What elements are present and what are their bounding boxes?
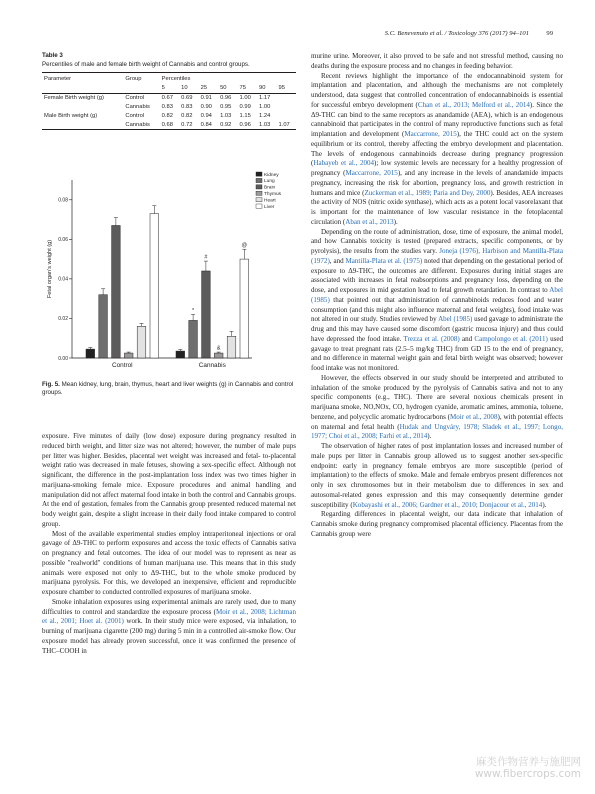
table-cell: 0.68 — [161, 121, 173, 128]
bar-liver — [240, 259, 249, 358]
citation-link[interactable]: Moir et al., 2008 — [450, 412, 498, 421]
watermark-line: www.fibercrops.com — [474, 768, 581, 780]
y-tick-label: 0.08 — [58, 197, 68, 204]
table-cell: 0.92 — [220, 121, 232, 128]
table-header-row — [42, 73, 296, 84]
header-parameter: Parameter — [44, 76, 72, 83]
legend-swatch — [256, 198, 262, 202]
significance-marker: @ — [241, 242, 248, 249]
percentile-header: 25 — [199, 84, 218, 93]
row-parameter — [42, 103, 123, 112]
citation-link[interactable]: Aban et al., 2013 — [345, 217, 394, 226]
paragraph: Depending on the route of administration, dose, time of exposure, the animal model, and how Cannabis toxicity is tested (prepared extracts, specific components, or by pyrolysis), the results from the studies vary. Joneja (1976), Harbison and Mantilla-Plata (1972), and Mantilla-Plata et al. (1975) noted that depending on the gestational period of exposure to Δ9-THC, the outcomes are different. Exposures during initial stages are associated with increases in fetal reabsorptions and pregnancy loss, depending on the dose, and exposures in mid gestation lead to fetal growth retardation. In contrast to Abel (1985) that pointed out that administration of cannabinoids reduces food and water consumption (and this might also influence maternal and fetal weights), food intake was not altered in our study. Studies reviewed by Abel (1985) used gavage to administrate the drug and this may have caused some discomfort (gastric mucosa injury) and thus could have depressed the food intake. Trezza et al. (2008) and Campolongo et al. (2011) used gavage to treat pregnant rats (2.5–5 mg/kg THC) from GD 15 to the end of pregnancy, and no difference in maternal weight gain and fetal birth weight was observed; however food intake was not monitored. — [311, 227, 564, 372]
table-cell: 0.83 — [181, 104, 193, 111]
table-cell: 1.24 — [259, 113, 271, 119]
table-cell: 1.03 — [220, 113, 232, 119]
citation-link[interactable]: Mantilla-Plata et al. (1975) — [345, 256, 423, 265]
percentile-header: 10 — [179, 84, 198, 93]
legend-label: Thymus — [264, 192, 282, 197]
header-percentiles: Percentiles — [161, 76, 191, 83]
citation-link[interactable]: Trezza et al. (2008) — [403, 334, 460, 343]
figure-caption — [42, 381, 296, 397]
citation-link[interactable]: Chan et al., 2013; Melford et al., 2014 — [417, 100, 530, 109]
table-3 — [42, 52, 296, 130]
table-cell — [276, 112, 296, 121]
table-cell: 0.84 — [200, 121, 212, 128]
percentile-header: 95 — [276, 84, 296, 93]
significance-marker: * — [192, 307, 195, 314]
table-cell — [276, 93, 296, 102]
row-group: Control — [125, 113, 145, 119]
bar-kidney — [86, 349, 95, 358]
table-cell: 0.82 — [161, 113, 173, 119]
bar-lung — [189, 320, 198, 358]
citation-link[interactable]: Kobayashi et al., 2006; Gardner et al., 2010; Donjacour et al., 2014 — [352, 500, 543, 509]
row-group: Cannabis — [125, 121, 150, 128]
row-parameter: Female Birth weight (g) — [44, 95, 104, 102]
table-title: Percentiles of male and female birth weight of Cannabis and control groups. — [42, 61, 250, 68]
table-cell: 0.96 — [220, 95, 232, 102]
legend-swatch — [256, 172, 262, 176]
bar-thymus — [214, 353, 223, 358]
figure-label: Fig. 5. — [42, 381, 60, 388]
paragraph: The observation of higher rates of post implantation losses and increased number of male pups per litter in Cannabis group allowed us to suggest another sex-specific endpoint: early in pregnancy female embryos are more susceptible (period of implantation) to the effects of smoke. Male and female embryos present differences not only in sex chromosomes but in their metabolism due to differences in sex and autosomal-related genes expression and this may consequently determine gender susceptibility (Kobayashi et al., 2006; Gardner et al., 2010; Donjacour et al., 2014). — [311, 442, 563, 509]
table-cell: 0.95 — [220, 104, 232, 111]
table-row — [42, 120, 296, 129]
y-tick-label: 0.00 — [58, 355, 68, 362]
table-cell: 0.69 — [181, 95, 193, 102]
table-cell — [276, 103, 296, 112]
legend-swatch — [256, 204, 262, 208]
citation-link[interactable]: Abel (1985) — [438, 315, 473, 324]
paragraph: However, the effects observed in our study should be interpreted and attributed to inhalation of the smoke produced by the pyrolysis of Cannabis sativa and not to any specific components (e.g., THC). There are several noxious chemicals present in marijuana smoke, NO,NOx, CO, hydrogen cyanide, aromatic amines, ammonia, toluene, benzene, and polycyclic aromatic hydrocarbons (Moir et al., 2008), with potential effects on maternal and fetal health (Hudak and Ungváry, 1978; Sladek et al., 1997; Longo, 1977; Choi et al., 2008; Farhi et al., 2014). — [311, 373, 564, 441]
table-cell: 0.82 — [181, 113, 193, 119]
legend-label: Brain — [264, 185, 276, 191]
legend-swatch — [256, 178, 262, 182]
bar-chart — [42, 168, 304, 380]
bar-lung — [99, 295, 108, 358]
table-cell: 1.17 — [259, 95, 271, 102]
citation-link[interactable]: Campolongo et al. (2011) — [474, 334, 548, 343]
header-group: Group — [125, 76, 142, 83]
citation-link[interactable]: Maccarrone, 2015 — [404, 130, 457, 138]
paragraph: murine urine. Moreover, it also proved to be safe and not stressful method, causing no deaths during the exposure process and no changes in feeding behavior. — [311, 52, 563, 70]
table-cell: 1.15 — [239, 113, 251, 119]
bar-brain — [202, 271, 211, 358]
citation-link[interactable]: Joneja (1976), Harbison and Mantilla-Plata (1972) — [311, 247, 564, 265]
paragraph: exposure. Five minutes of daily (low dose) exposure during pregnancy resulted in reduced birth weight, and litter size was not altered; however, the number of male pups per litter was higher. Besides, placental wet weight was increased and fetal- to-placental weight ratio was decreased in male fetuses, showing a sex-specific effect. Although not significant, the difference in the post-implantation loss index was two times higher in marijuana-smoking female mice. Exposure procedures and animal handling and manipulation did not affect maternal food intake in both the control and Cannabis groups. At the end of gestation, females from the Cannabis group presented reduced maternal net body weight gain, despite a slight increase in their daily food intake compared to control group. — [42, 432, 296, 528]
row-parameter: Male Birth weight (g) — [44, 113, 98, 119]
y-tick-label: 0.02 — [58, 316, 68, 323]
citation-link[interactable]: Maccarrone, 2015 — [345, 169, 398, 177]
table-cell: 1.07 — [278, 121, 290, 128]
citation-link[interactable]: Hudak and Ungváry, 1978; Sladek et al., 1997; Longo, 1977; Choi et al., 2008; Farhi et al., 2014 — [311, 422, 563, 441]
percentile-header: 90 — [257, 84, 276, 93]
citation-link[interactable]: Abel (1985) — [311, 286, 563, 304]
legend-label: Heart — [264, 198, 276, 204]
x-category-label: Control — [111, 362, 133, 369]
row-group: Cannabis — [125, 104, 150, 111]
percentile-header: 75 — [238, 84, 257, 93]
right-column-text — [311, 52, 563, 540]
x-category-label: Cannabis — [198, 362, 226, 369]
table-subheader-row — [42, 84, 296, 93]
bar-heart — [137, 326, 146, 358]
figure-caption-text: Mean kidney, lung, brain, thymus, heart and liver weights (g) in Cannabis and control groups. — [42, 381, 294, 397]
percentile-header: 50 — [218, 84, 237, 93]
table-cell: 0.83 — [161, 104, 173, 111]
legend-swatch — [256, 191, 262, 195]
significance-marker: & — [216, 345, 221, 352]
y-axis-title: Fetal organ's weight (g) — [47, 239, 53, 299]
citation-link[interactable]: Moir et al., 2008; Lichtman et al., 2001; Hoet al. (2001) — [42, 607, 296, 626]
table-row — [42, 112, 296, 121]
table-label: Table 3 — [42, 52, 63, 59]
figure-5-chart — [42, 168, 304, 380]
row-parameter — [42, 120, 123, 129]
legend-label: Kidney — [264, 172, 279, 178]
bar-heart — [227, 336, 236, 358]
bar-kidney — [176, 351, 185, 358]
table-cell: 0.91 — [200, 95, 212, 102]
legend-label: Lung — [264, 179, 275, 185]
y-tick-label: 0.04 — [58, 276, 68, 283]
table-cell: 0.96 — [239, 121, 251, 128]
citation-link[interactable]: Zuckerman et al., 1989; Paria and Dey, 2000 — [364, 188, 491, 197]
paragraph: Recent reviews highlight the importance of the endocannabinoid system for implantation and placentation, and although the mechanisms are not completely understood, data suggest that controlled concentration of endocannabinoids is essential for successful embryo development (Chan et al., 2013; Melford et al., 2014). Since the Δ9-THC can bind to the same receptors as anandamide (AEA), which is an endogenous cannabinoid that participates in the control of many reproductive functions such as fetal implantation and development (Maccarrone, 2015), the THC could act on the system equilibrium or its control, thereby affecting the embryo development and placentation. The levels of endogenous cannabinoids decrease during pregnancy progression (Habayeb et al., 2004); low systemic levels are necessary for a healthy progression of pregnancy (Maccarrone, 2015), and any increase in the levels of anandamide impacts pregnancy, increasing the risk for abortion, pregnancy loss, and growth restriction in humans and mice (Zuckerman et al., 1989; Paria and Dey, 2000). Besides, AEA increases the activity of NOS (nitric oxide synthase), which acts as a potent local vasorelaxant that is important for the maintenance of low vascular resistance in the fetoplacental circulation (Aban et al., 2013). — [311, 71, 564, 226]
table-cell: 0.94 — [200, 113, 212, 119]
paragraph: Smoke inhalation exposures using experimental animals are rarely used, due to many difficulties to control and standardize the exposure process (Moir et al., 2008; Lichtman et al., 2001; Hoet al. (2001) work. In their study mice were exposed, via inhalation, to burning of marijuana cigarette (200 mg) during 5 min in a controlled air-smoke flow. Our exposure model has already proven successful, once it was confirmed the presence of THC–COOH in — [42, 597, 296, 655]
significance-marker: # — [204, 254, 208, 261]
table-row — [42, 103, 296, 112]
table-cell: 0.99 — [239, 104, 251, 111]
watermark — [475, 756, 581, 780]
percentiles-table — [42, 72, 296, 130]
table-cell: 1.00 — [239, 95, 251, 102]
running-header — [42, 30, 553, 42]
percentile-header: 5 — [160, 84, 179, 93]
table-cell: 0.72 — [181, 121, 193, 128]
paragraph: Regarding differences in placental weight, our data indicate that inhalation of Cannabis smoke during pregnancy compromised placental efficiency. Placentas from the Cannabis group were — [311, 510, 563, 538]
bar-brain — [112, 225, 121, 358]
paragraph: Most of the available experimental studies employ intraperitoneal injections or oral gavage of Δ9-THC to perform exposures and access the toxic effects of Cannabis sativa on pregnancy and fetal outcomes. The idea of our model was to represent as near as possible "realworld" conditions of human marijuana use. This means that in this study animals were exposed not only to Δ9-THC, but to the whole smoke produced by marijuana pyrolysis. For this, we developed an inexpensive, efficient and reproducible exposure chamber to conducted controlled exposures of marijuana smoke. — [42, 529, 296, 596]
table-row — [42, 93, 296, 102]
table-cell: 1.03 — [259, 121, 271, 128]
row-group: Control — [125, 95, 145, 102]
table-cell: 1.00 — [259, 104, 271, 111]
legend-swatch — [256, 185, 262, 189]
watermark-line: 麻类作物营养与施肥网 — [476, 756, 581, 768]
left-column-text — [42, 432, 296, 656]
journal-citation: S.C. Benevenuto et al. / Toxicology 376 (2017) 94–101 — [384, 30, 529, 37]
legend-label: Liver — [264, 204, 275, 210]
y-tick-label: 0.06 — [58, 237, 68, 244]
bar-liver — [150, 214, 159, 358]
citation-link[interactable]: Habayeb et al., 2004 — [313, 159, 375, 168]
bar-thymus — [124, 353, 133, 358]
table-cell: 0.67 — [161, 95, 173, 102]
page-number: 99 — [546, 30, 553, 37]
table-cell: 0.90 — [200, 104, 212, 111]
